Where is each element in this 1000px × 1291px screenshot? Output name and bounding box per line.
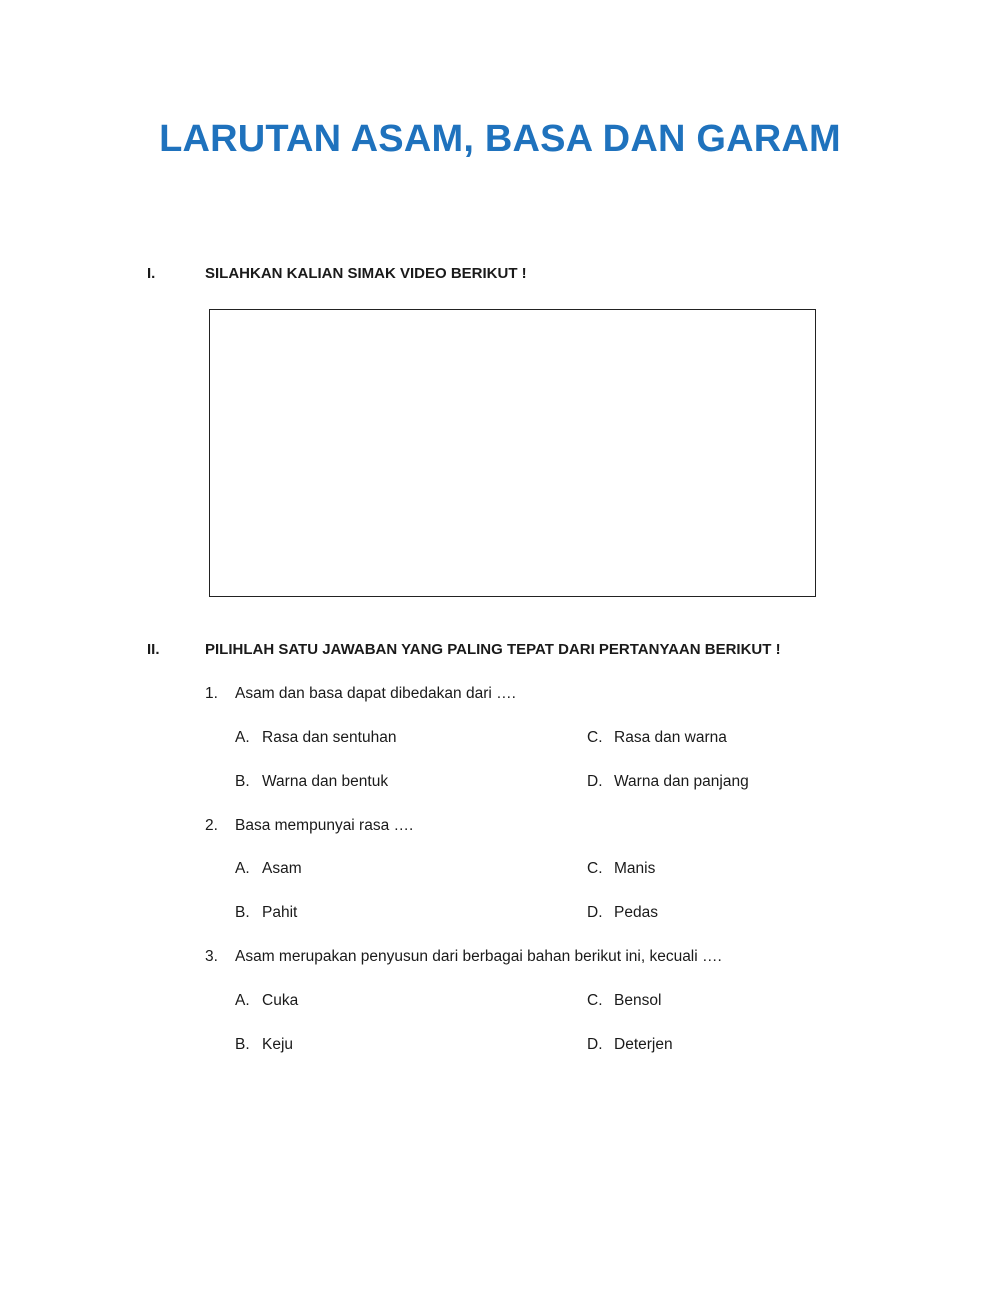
option-letter: B. bbox=[235, 773, 250, 790]
option-letter: B. bbox=[235, 1036, 250, 1053]
question-3-option-d[interactable] bbox=[587, 1036, 673, 1054]
question-1-option-a[interactable] bbox=[235, 729, 396, 747]
option-letter: C. bbox=[587, 729, 603, 746]
option-letter: A. bbox=[235, 729, 250, 746]
option-letter: D. bbox=[587, 773, 603, 790]
option-text: Cuka bbox=[262, 992, 299, 1009]
question-number: 2. bbox=[205, 817, 218, 834]
option-text: Pahit bbox=[262, 904, 298, 921]
section-2-heading bbox=[147, 641, 781, 658]
option-text: Asam bbox=[262, 860, 302, 877]
option-letter: D. bbox=[587, 1036, 603, 1053]
option-letter: D. bbox=[587, 904, 603, 921]
question-3 bbox=[205, 948, 722, 966]
question-3-option-c[interactable] bbox=[587, 992, 661, 1010]
option-text: Warna dan bentuk bbox=[262, 773, 389, 790]
section-1-heading bbox=[147, 265, 527, 282]
option-text: Warna dan panjang bbox=[614, 773, 749, 790]
question-3-option-b[interactable] bbox=[235, 1036, 293, 1054]
question-number: 1. bbox=[205, 685, 218, 702]
section-heading-text: PILIHLAH SATU JAWABAN YANG PALING TEPAT DARI PERTANYAAN BERIKUT ! bbox=[205, 641, 781, 658]
question-2-option-b[interactable] bbox=[235, 904, 297, 922]
question-2-option-a[interactable] bbox=[235, 860, 302, 878]
option-letter: A. bbox=[235, 860, 250, 877]
option-text: Rasa dan sentuhan bbox=[262, 729, 397, 746]
option-text: Rasa dan warna bbox=[614, 729, 727, 746]
question-2-option-c[interactable] bbox=[587, 860, 655, 878]
option-letter: C. bbox=[587, 860, 603, 877]
question-text: Asam merupakan penyusun dari berbagai bahan berikut ini, kecuali …. bbox=[235, 948, 722, 965]
question-text: Asam dan basa dapat dibedakan dari …. bbox=[235, 685, 516, 702]
question-3-option-a[interactable] bbox=[235, 992, 298, 1010]
option-text: Deterjen bbox=[614, 1036, 673, 1053]
question-1-option-c[interactable] bbox=[587, 729, 727, 747]
question-text: Basa mempunyai rasa …. bbox=[235, 817, 414, 834]
question-2-option-d[interactable] bbox=[587, 904, 658, 922]
option-letter: C. bbox=[587, 992, 603, 1009]
page-title: LARUTAN ASAM, BASA DAN GARAM bbox=[159, 118, 841, 160]
option-letter: A. bbox=[235, 992, 250, 1009]
question-1-option-b[interactable] bbox=[235, 773, 388, 791]
question-number: 3. bbox=[205, 948, 218, 965]
question-2 bbox=[205, 817, 413, 835]
video-embed-placeholder[interactable] bbox=[209, 309, 816, 597]
section-number: II. bbox=[147, 641, 160, 658]
question-1-option-d[interactable] bbox=[587, 773, 749, 791]
option-text: Keju bbox=[262, 1036, 294, 1053]
option-letter: B. bbox=[235, 904, 250, 921]
option-text: Manis bbox=[614, 860, 656, 877]
question-1 bbox=[205, 685, 516, 703]
section-number: I. bbox=[147, 265, 156, 282]
option-text: Bensol bbox=[614, 992, 662, 1009]
section-heading-text: SILAHKAN KALIAN SIMAK VIDEO BERIKUT ! bbox=[205, 265, 527, 282]
option-text: Pedas bbox=[614, 904, 658, 921]
